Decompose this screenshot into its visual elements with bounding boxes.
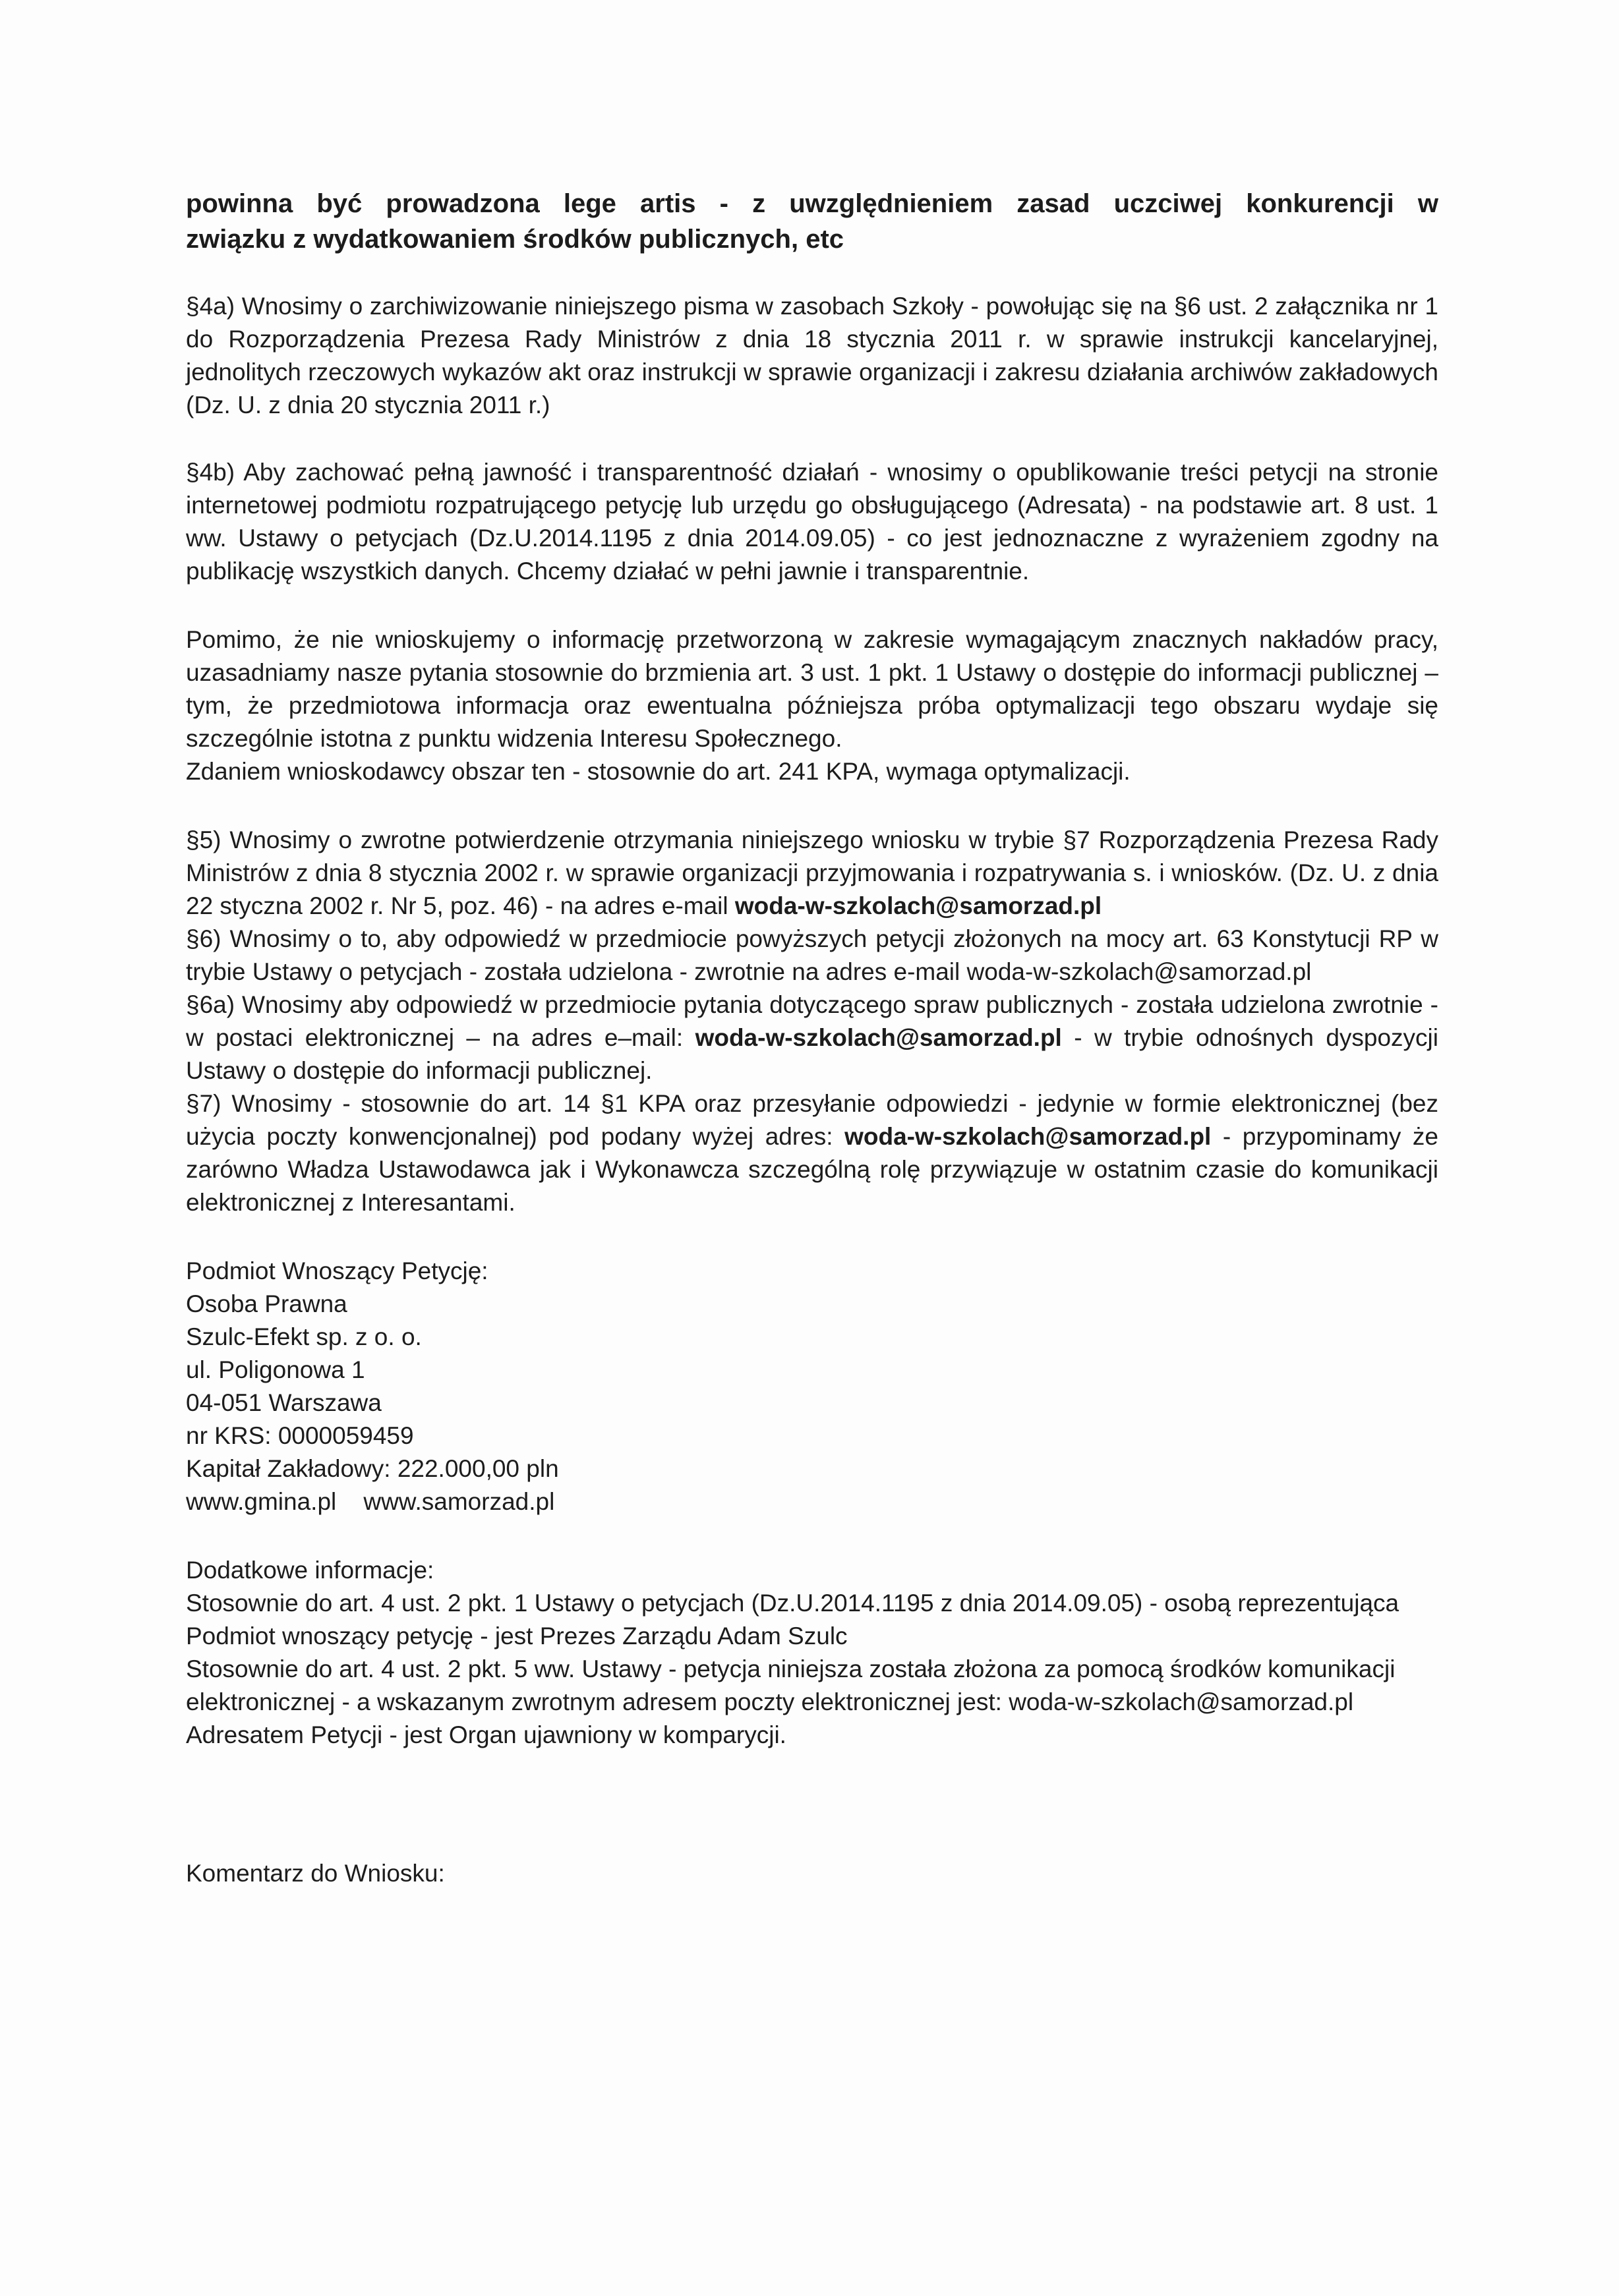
section-6a-before: §6a) Wnosimy aby odpowiedź w przedmiocie pytania dotyczącego spraw publicznych - została udzielona zwrotnie - w postaci elektronicznej – na adres e–mail: [186,991,1438,1051]
signatory-street: ul. Poligonowa 1 [186,1356,365,1383]
signatory-websites: www.gmina.pl www.samorzad.pl [186,1488,555,1515]
signatory-city: 04-051 Warszawa [186,1389,382,1416]
additional-line-2: Stosownie do art. 4 ust. 2 pkt. 5 ww. Ustawy - petycja niniejsza została złożona za pomocą środków komunikacji elektronicznej - a wskazanym zwrotnym adresem poczty elektronicznej jest: woda-w-szkolach@samorzad.pl [186,1655,1396,1715]
section-4a: §4a) Wnosimy o zarchiwizowanie niniejszego pisma w zasobach Szkoły - powołując się na §6 ust. 2 załącznika nr 1 do Rozporządzenia Prezesa Rady Ministrów z dnia 18 stycznia 2011 r. w sprawie instrukcji kancelaryjnej, jednolitych rzeczowych wykazów akt oraz instrukcji w sprawie organizacji i zakresu działania archiwów zakładowych (Dz. U. z dnia 20 stycznia 2011 r.) [186,293,1438,418]
intro-line-2: związku z wydatkowaniem środków publicznych, etc [186,225,844,254]
intro-line-1: powinna być prowadzona lege artis - z uwzględnieniem zasad uczciwej konkurencji w [186,189,1438,218]
section-7-email: woda-w-szkolach@samorzad.pl [844,1123,1212,1150]
section-5-text: §5) Wnosimy o zwrotne potwierdzenie otrzymania niniejszego wniosku w trybie §7 Rozporządzenia Prezesa Rady Ministrów z dnia 8 stycznia 2002 r. w sprawie organizacji przyjmowania i rozpatrywania s. i wniosków. (Dz. U. z dnia 22 styczna 2002 r. Nr 5, poz. 46) - na adres e-mail [186,826,1438,919]
section-5-email: woda-w-szkolach@samorzad.pl [734,892,1102,919]
signatory-block [186,1255,1438,1518]
spacer [186,1752,1438,1857]
section-4b: §4b) Aby zachować pełną jawność i transparentność działań - wnosimy o opublikowanie treści petycji na stronie internetowej podmiotu rozpatrującego petycję lub urzędu go obsługującego (Adresata) - na podstawie art. 8 ust. 1 ww. Ustawy o petycjach (Dz.U.2014.1195 z dnia 2014.09.05) - co jest jednoznaczne z wyrażeniem zgodny na publikację wszystkich danych. Chcemy działać w pełni jawnie i transparentnie. [186,459,1438,585]
additional-line-1: Stosownie do art. 4 ust. 2 pkt. 1 Ustawy o petycjach (Dz.U.2014.1195 z dnia 2014.09.05) - osobą reprezentująca Podmiot wnoszący petycję - jest Prezes Zarządu Adam Szulc [186,1590,1399,1650]
applicant-opinion: Zdaniem wnioskodawcy obszar ten - stosownie do art. 241 KPA, wymaga optymalizacji. [186,758,1131,785]
section-7-before: §7) Wnosimy - stosownie do art. 14 §1 KPA oraz przesyłanie odpowiedzi - jedynie w formie elektronicznej (bez użycia poczty konwencjonalnej) pod podany wyżej adres: [186,1090,1438,1150]
comment-label: Komentarz do Wniosku: [186,1860,445,1887]
signatory-name: Szulc-Efekt sp. z o. o. [186,1323,422,1350]
additional-heading: Dodatkowe informacje: [186,1557,434,1584]
intro-paragraph [186,186,1438,257]
signatory-krs: nr KRS: 0000059459 [186,1422,414,1449]
additional-info-block [186,1554,1438,1752]
section-7 [186,1087,1438,1219]
document-page [186,186,1438,1890]
signatory-capital: Kapitał Zakładowy: 222.000,00 pln [186,1455,559,1482]
section-6a [186,989,1438,1087]
section-6a-email: woda-w-szkolach@samorzad.pl [695,1024,1062,1051]
section-6a-after: - w trybie odnośnych dyspozycji Ustawy o dostępie do informacji publicznej. [186,1024,1439,1084]
section-7-after: - przypominamy że zarówno Władza Ustawodawca jak i Wykonawcza szczególną rolę przywiązuje w ostatnim czasie do komunikacji elektronicznej z Interesantami. [186,1123,1438,1216]
additional-line-3: Adresatem Petycji - jest Organ ujawniony w komparycji. [186,1721,786,1748]
signatory-heading: Podmiot Wnoszący Petycję: [186,1257,488,1284]
signatory-type: Osoba Prawna [186,1290,347,1317]
justification-paragraph: Pomimo, że nie wnioskujemy o informację przetworzoną w zakresie wymagającym znacznych nakładów pracy, uzasadniamy nasze pytania stosownie do brzmienia art. 3 ust. 1 pkt. 1 Ustawy o dostępie do informacji publicznej – tym, że przedmiotowa informacja oraz ewentualna późniejsza próba optymalizacji tego obszaru wydaje się szczególnie istotna z punktu widzenia Interesu Społecznego. [186,626,1438,752]
section-5 [186,824,1438,923]
section-6: §6) Wnosimy o to, aby odpowiedź w przedmiocie powyższych petycji złożonych na mocy art. 63 Konstytucji RP w trybie Ustawy o petycjach - została udzielona - zwrotnie na adres e-mail woda-w-szkolach@samorzad.pl [186,925,1438,985]
